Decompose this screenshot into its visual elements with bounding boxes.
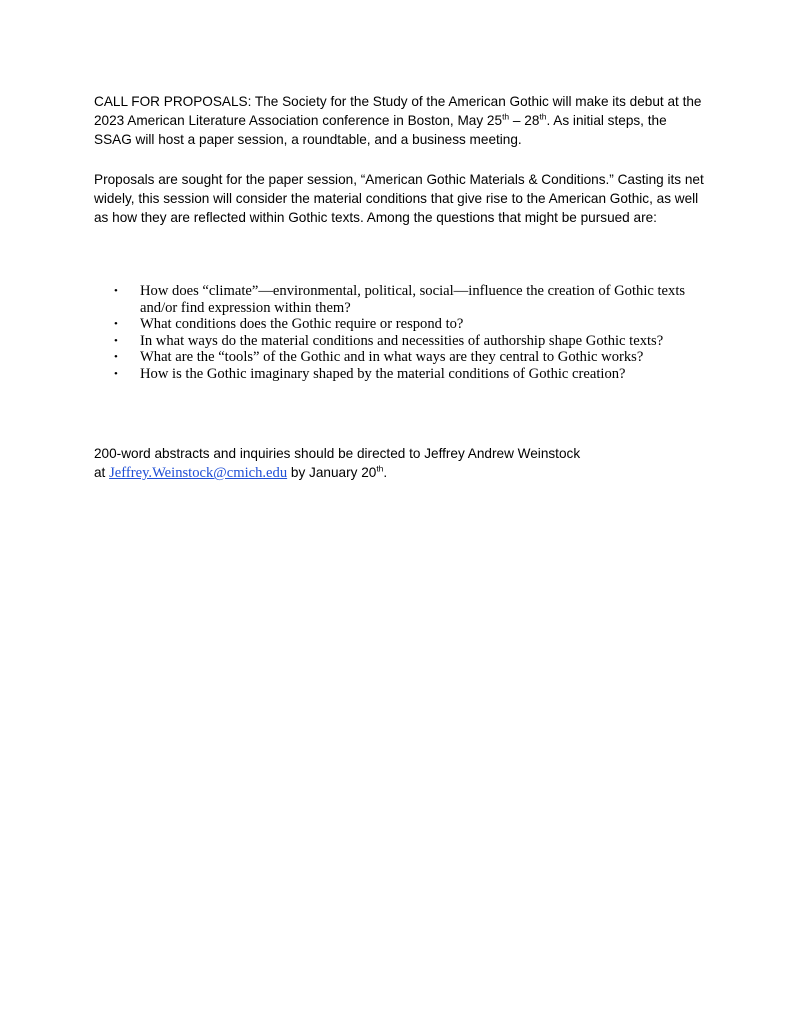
questions-list — [112, 283, 702, 382]
email-link[interactable]: Jeffrey.Weinstock@cmich.edu — [109, 465, 288, 481]
list-item — [112, 349, 702, 366]
submission-line1: 200-word abstracts and inquiries should be directed to Jeffrey Andrew Weinstock — [94, 446, 581, 461]
cfp-text-c: . As initial steps, the SSAG will host a paper session, a roundtable, and a business meeting. — [94, 113, 667, 147]
proposals-paragraph: Proposals are sought for the paper session, “American Gothic Materials & Conditions.” Casting its net widely, this session will consider the material conditions that give rise to the American Gothic, as well as how they are reflected within Gothic texts. Among the questions that might be pursued are: — [94, 172, 704, 225]
bullet-icon: • — [114, 351, 118, 363]
submission-at: at — [94, 465, 110, 480]
list-item — [112, 283, 702, 316]
deadline-period: . — [383, 465, 388, 480]
submission-paragraph — [94, 444, 654, 483]
deadline-text: by January 20 — [287, 465, 377, 480]
list-item — [112, 316, 702, 333]
bullet-icon: • — [114, 318, 118, 330]
cfp-text-a: CALL FOR PROPOSALS: The Society for the Study of the American Gothic will make its debut at the 2023 American Literature Association conference in Boston, May 25 — [94, 94, 702, 128]
list-item — [112, 333, 702, 350]
question-text: What are the “tools” of the Gothic and in what ways are they central to Gothic works? — [140, 349, 644, 365]
question-text: In what ways do the material conditions and necessities of authorship shape Gothic texts? — [140, 332, 664, 349]
question-text: What conditions does the Gothic require or respond to? — [140, 316, 464, 332]
cfp-sup-a: th — [502, 111, 510, 122]
call-for-proposals-paragraph — [94, 92, 704, 149]
deadline-sup: th — [376, 463, 384, 474]
question-text: How is the Gothic imaginary shaped by the material conditions of Gothic creation? — [140, 365, 626, 382]
cfp-text-b: – 28 — [509, 113, 540, 128]
list-item — [112, 366, 702, 383]
bullet-icon: • — [114, 334, 118, 347]
bullet-icon: • — [114, 367, 118, 380]
cfp-sup-b: th — [539, 111, 547, 122]
bullet-icon: • — [114, 285, 118, 297]
question-text: How does “climate”—environmental, political, social—influence the creation of Gothic texts and/or find expression within them? — [140, 283, 686, 316]
